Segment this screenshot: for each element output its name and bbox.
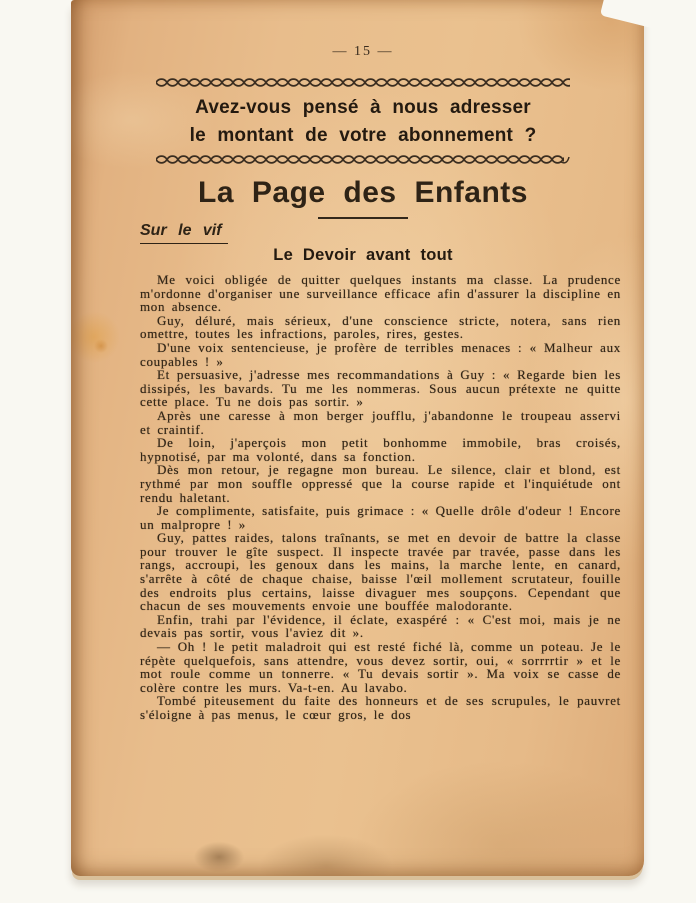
- section-title: La Page des Enfants: [198, 176, 528, 209]
- banner-line-1: Avez-vous pensé à nous adresser: [195, 97, 531, 118]
- article-paragraph: Enfin, trahi par l'évidence, il éclate, exaspéré : « C'est moi, mais je ne devais pas sortir, vous l'aviez dit ».: [140, 611, 621, 641]
- article-paragraph: Après une caresse à mon berger joufflu, j'abandonne le troupeau asservi et craintif.: [140, 407, 621, 437]
- column-label: Sur le vif: [140, 222, 228, 244]
- page-content: [140, 0, 621, 722]
- title-underline: [318, 217, 408, 219]
- page-number: — 15 —: [332, 44, 394, 59]
- article-paragraph: Je complimente, satisfaite, puis grimace : « Quelle drôle d'odeur ! Encore un malpropre ! »: [140, 503, 621, 532]
- article-body: [140, 273, 621, 722]
- rubric-row: [140, 222, 586, 246]
- article-paragraph: Tombé piteusement du faite des honneurs et de ses scrupules, le pauvret s'éloigne à pas menus, le cœur gros, le dos: [140, 693, 621, 722]
- article-paragraph: De loin, j'aperçois mon petit bonhomme immobile, bras croisés, hypnotisé, par ma volonté, dans sa fonction.: [140, 435, 621, 464]
- page-header: [140, 0, 586, 265]
- article-paragraph: Me voici obligée de quitter quelques instants ma classe. La prudence m'ordonne d'organiser une surveillance efficace afin d'assurer la discipline en mon absence.: [140, 272, 621, 315]
- article-paragraph: Guy, pattes raides, talons traînants, se met en devoir de battre la classe pour trouver le gîte suspect. Il inspecte travée par travée, passe dans les rangs, accroupi, les genoux dans les mains, la marche lente, en canard, s'arrête à côté de chaque chaise, baisse l'œil mollement scrutateur, fouille des endroits plus certains, laisse divaguer mes soupçons. Cependant que chacun de ses mouvements envoie une bouffée malodorante.: [140, 530, 621, 614]
- article-paragraph: — Oh ! le petit maladroit qui est resté fiché là, comme un poteau. Je le répète quelquefois, sans attendre, vous devez sortir, oui, « sorrrrtir » et le mot roule comme un tonnerre. « Tu devais sortir ». Ma voix se casse de colère contre les murs. Va-t-en. Au lavabo.: [140, 639, 621, 695]
- article-paragraph: D'une voix sentencieuse, je profère de terribles menaces : « Malheur aux coupables ! »: [140, 339, 621, 369]
- banner-line-2: le montant de votre abonnement ?: [189, 124, 537, 146]
- magazine-page: [71, 0, 644, 876]
- article-paragraph: Et persuasive, j'adresse mes recommandations à Guy : « Regarde bien les dissipés, les bavards. Tu me les nommeras. Sous aucun prétexte ne quitte cette place. Tu ne dois pas sortir. »: [140, 367, 621, 410]
- wavy-rule-icon: [156, 77, 570, 88]
- subscription-banner: [140, 94, 586, 149]
- article-paragraph: Dès mon retour, je regagne mon bureau. Le silence, clair et blond, est rythmé par mon souffle oppressé que la course rapide et l'inquiétude ont rendu haletant.: [140, 462, 621, 505]
- article-paragraph: Guy, déluré, mais sérieux, d'une conscience stricte, notera, sans rien omettre, toutes les infractions, paroles, rires, gestes.: [140, 312, 621, 342]
- wavy-rule-icon: [156, 154, 570, 165]
- article-title: Le Devoir avant tout: [273, 246, 453, 264]
